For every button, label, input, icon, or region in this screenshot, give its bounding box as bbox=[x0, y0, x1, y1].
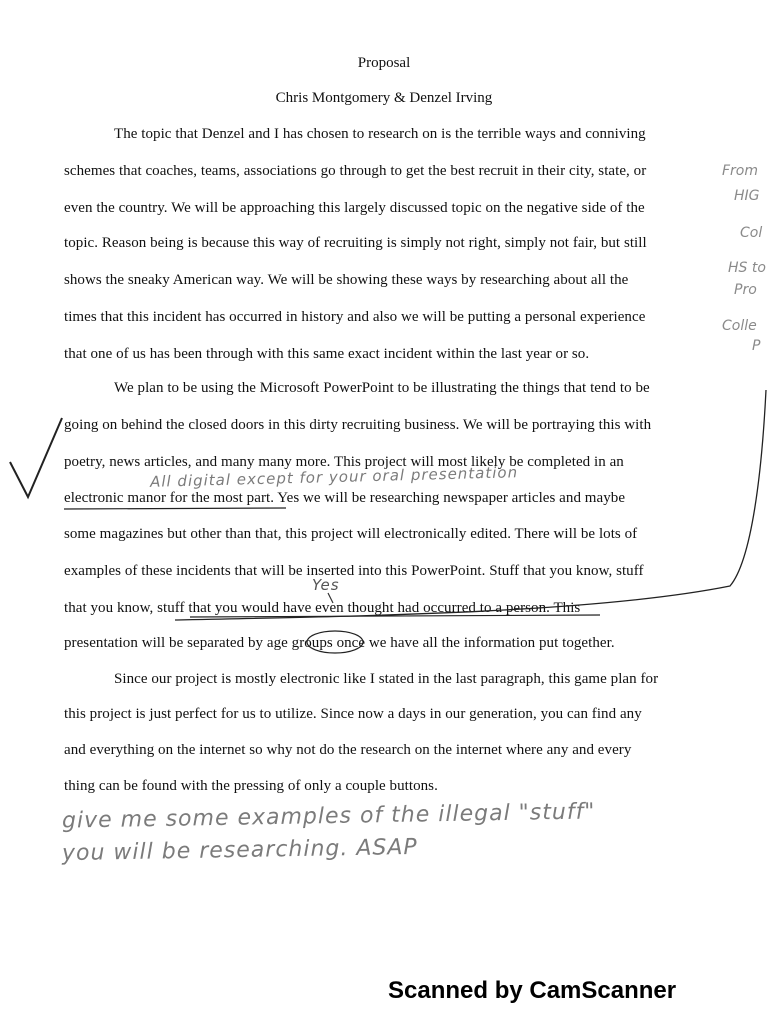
margin-note: Colle bbox=[722, 318, 757, 334]
text-line: times that this incident has occurred in history and also we will be putting a personal experience bbox=[64, 309, 646, 325]
text-line: going on behind the closed doors in this dirty recruiting business. We will be portraying this with bbox=[64, 417, 652, 433]
underline-mark bbox=[64, 508, 286, 509]
margin-note: P bbox=[752, 338, 761, 354]
text-line: and everything on the internet so why not do the research on the internet where any and every bbox=[64, 742, 632, 758]
margin-note: Col bbox=[740, 225, 763, 241]
document-title: Proposal bbox=[357, 55, 411, 71]
caret-mark bbox=[328, 593, 333, 603]
arc-mark bbox=[175, 390, 766, 620]
text-line: that you know, stuff that you would have even thought had occurred to a person. This bbox=[64, 600, 581, 616]
camscanner-footer: Scanned by CamScanner bbox=[388, 977, 677, 1004]
margin-note: Pro bbox=[734, 282, 757, 298]
margin-note: From bbox=[722, 163, 759, 179]
margin-note: HS to bbox=[728, 260, 766, 276]
text-line: thing can be found with the pressing of only a couple buttons. bbox=[64, 778, 438, 794]
text-line: schemes that coaches, teams, associations go through to get the best recruit in their city, state, or bbox=[64, 163, 647, 179]
handwritten-comment-line-1: give me some examples of the illegal "stuff" bbox=[61, 799, 596, 834]
underline-mark bbox=[190, 615, 600, 617]
circle-mark bbox=[307, 631, 363, 653]
text-line: poetry, news articles, and many many more. This project will most likely be completed in an bbox=[64, 454, 624, 470]
text-line: We plan to be using the Microsoft PowerPoint to be illustrating the things that tend to be bbox=[114, 380, 650, 396]
text-line: Since our project is mostly electronic like I stated in the last paragraph, this game plan for bbox=[114, 671, 659, 687]
margin-note: HIG bbox=[734, 188, 760, 204]
document-authors: Chris Montgomery & Denzel Irving bbox=[275, 90, 493, 106]
text-line: electronic manor for the most part. Yes we will be researching newspaper articles and maybe bbox=[64, 490, 626, 506]
handwritten-yes-note: Yes bbox=[312, 576, 340, 594]
checkmark-icon bbox=[10, 418, 62, 497]
handwritten-comment-line-2: you will be researching. ASAP bbox=[61, 834, 418, 867]
text-line: examples of these incidents that will be inserted into this PowerPoint. Stuff that you know, stuff bbox=[64, 563, 644, 579]
text-line: that one of us has been through with this same exact incident within the last year or so. bbox=[64, 346, 590, 362]
text-line: some magazines but other than that, this project will electronically edited. There will be lots of bbox=[64, 526, 638, 542]
text-line: even the country. We will be approaching this largely discussed topic on the negative side of the bbox=[64, 200, 645, 216]
text-line: shows the sneaky American way. We will be showing these ways by researching about all the bbox=[64, 272, 629, 288]
text-line: The topic that Denzel and I has chosen to research on is the terrible ways and conniving bbox=[114, 126, 646, 142]
handwritten-digital-note: All digital except for your oral presentation bbox=[149, 463, 519, 491]
text-line: presentation will be separated by age groups once we have all the information put together. bbox=[64, 635, 615, 651]
text-line: topic. Reason being is because this way of recruiting is simply not right, simply not fair, but still bbox=[64, 235, 647, 251]
text-line: this project is just perfect for us to utilize. Since now a days in our generation, you can find any bbox=[64, 706, 642, 722]
